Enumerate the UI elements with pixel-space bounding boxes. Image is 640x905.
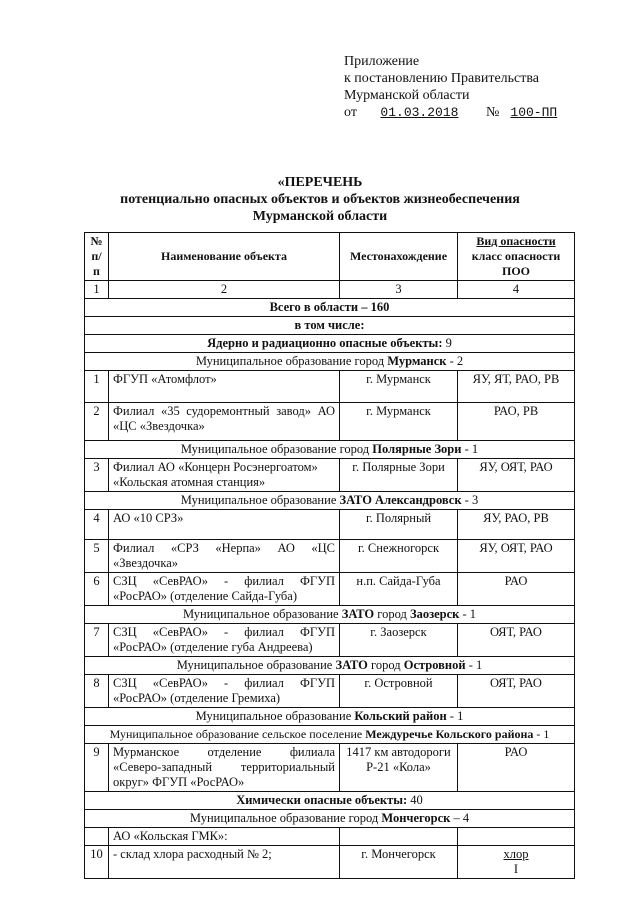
row-number: 7	[85, 624, 109, 657]
municipality-row	[85, 657, 575, 675]
section-label: Ядерно и радиационно опасные объекты:	[207, 336, 443, 350]
group-name: АО «Кольская ГМК»:	[109, 828, 340, 846]
municipality-row	[85, 810, 575, 828]
municipality-name: Полярные Зори	[372, 442, 462, 456]
municipality-count: - 1	[462, 607, 477, 621]
municipality-name: Кольский район	[354, 709, 447, 723]
municipality-prefix: Муниципальное образование город	[189, 811, 379, 825]
row-number: 6	[85, 573, 109, 606]
appendix-date-line	[344, 104, 565, 121]
municipality-name-2: Островной	[403, 658, 466, 672]
object-danger: ОЯТ, РАО	[458, 624, 575, 657]
municipality-count: - 1	[536, 727, 550, 741]
municipality-mid: город	[371, 658, 401, 672]
row-number: 1	[85, 371, 109, 403]
municipality-name: ЗАТО Александровск	[339, 493, 462, 507]
object-danger: РАО	[458, 573, 575, 606]
object-location: г. Заозерск	[340, 624, 458, 657]
object-location: г. Снежногорск	[340, 540, 458, 573]
total-row	[85, 299, 575, 317]
municipality-prefix: Муниципальное образование	[182, 607, 339, 621]
object-name: СЗЦ «СевРАО» - филиал ФГУП «РосРАО» (отделение Сайда-Губа)	[109, 573, 340, 606]
object-danger: ОЯТ, РАО	[458, 675, 575, 708]
object-name: СЗЦ «СевРАО» - филиал ФГУП «РосРАО» (отделение губа Андреева)	[109, 624, 340, 657]
table-row	[85, 459, 575, 492]
municipality-row	[85, 441, 575, 459]
municipality-prefix: Муниципальное образование город	[180, 442, 370, 456]
section-count: 40	[410, 793, 423, 807]
table-header-row	[85, 233, 575, 281]
document-date: 01.03.2018	[380, 105, 459, 120]
objects-table	[84, 232, 575, 879]
title-line-3: Мурманской области	[252, 209, 388, 224]
section-count: 9	[445, 336, 452, 350]
table-row	[85, 371, 575, 403]
row-number: 3	[85, 459, 109, 492]
municipality-name: Мончегорск	[381, 811, 451, 825]
header-danger-class: класс опасности ПОО	[471, 249, 561, 278]
row-number: 10	[85, 846, 109, 879]
municipality-prefix: Муниципальное образование город	[195, 354, 385, 368]
table-row	[85, 540, 575, 573]
object-danger-cell	[458, 846, 575, 879]
municipality-name: Мурманск	[387, 354, 447, 368]
municipality-prefix: Муниципальное образование сельское поселение	[109, 727, 363, 741]
object-name: Мурманское отделение филиала «Северо-западный территориальный округ» ФГУП «РосРАО»	[109, 744, 340, 792]
municipality-row	[85, 726, 575, 744]
table-row	[85, 675, 575, 708]
document-title	[0, 174, 640, 225]
including-row	[85, 317, 575, 335]
title-line-1: «ПЕРЕЧЕНЬ	[277, 175, 363, 190]
row-number: 9	[85, 744, 109, 792]
header-location: Местонахождение	[340, 233, 458, 281]
municipality-name-2: Заозерск	[409, 607, 460, 621]
section-row	[85, 792, 575, 810]
header-num: № п/п	[85, 233, 109, 281]
municipality-count: - 1	[464, 442, 479, 456]
municipality-name: Междуречье Кольского района	[365, 727, 534, 741]
object-danger: ЯУ, РАО, РВ	[458, 510, 575, 540]
object-danger: ЯУ, ОЯТ, РАО	[458, 459, 575, 492]
appendix-block	[344, 53, 565, 121]
object-location: г. Островной	[340, 675, 458, 708]
col-number: 4	[458, 281, 575, 299]
object-name: - склад хлора расходный № 2;	[109, 846, 340, 879]
object-name: Филиал АО «Концерн Росэнергоатом» «Кольская атомная станция»	[109, 459, 340, 492]
municipality-count: - 3	[464, 493, 479, 507]
municipality-count: - 1	[468, 658, 483, 672]
object-danger: РАО	[458, 744, 575, 792]
object-location: 1417 км автодороги Р-21 «Кола»	[340, 744, 458, 792]
total-value: – 160	[361, 300, 390, 314]
municipality-row	[85, 353, 575, 371]
header-name: Наименование объекта	[109, 233, 340, 281]
column-number-row	[85, 281, 575, 299]
object-danger: РАО, РВ	[458, 403, 575, 441]
table-row	[85, 573, 575, 606]
object-location: г. Мурманск	[340, 371, 458, 403]
header-danger	[458, 233, 575, 281]
municipality-row	[85, 492, 575, 510]
col-number: 3	[340, 281, 458, 299]
title-line-2: потенциально опасных объектов и объектов жизнеобеспечения	[120, 192, 520, 207]
object-name: СЗЦ «СевРАО» - филиал ФГУП «РосРАО» (отделение Гремиха)	[109, 675, 340, 708]
appendix-line-3: Мурманской области	[344, 88, 470, 103]
municipality-count: - 2	[449, 354, 464, 368]
col-number: 2	[109, 281, 340, 299]
table-row	[85, 846, 575, 879]
section-label: Химически опасные объекты:	[236, 793, 408, 807]
object-location: г. Полярный	[340, 510, 458, 540]
col-number: 1	[85, 281, 109, 299]
municipality-name: ЗАТО	[341, 607, 375, 621]
header-danger-title: Вид опасности	[476, 234, 556, 248]
table-row	[85, 624, 575, 657]
row-number: 5	[85, 540, 109, 573]
object-location: г. Мончегорск	[340, 846, 458, 879]
object-location: г. Полярные Зори	[340, 459, 458, 492]
appendix-line-2: к постановлению Правительства	[344, 71, 540, 86]
appendix-line-1: Приложение	[344, 54, 420, 69]
municipality-row	[85, 708, 575, 726]
total-label: Всего в области	[269, 300, 359, 314]
row-number: 8	[85, 675, 109, 708]
document-number: 100-ПП	[510, 105, 558, 120]
table-row	[85, 744, 575, 792]
object-danger: ЯУ, ОЯТ, РАО	[458, 540, 575, 573]
municipality-count: - 1	[449, 709, 464, 723]
row-number: 2	[85, 403, 109, 441]
municipality-prefix: Муниципальное образование	[195, 709, 352, 723]
object-name: АО «10 СРЗ»	[109, 510, 340, 540]
object-name: ФГУП «Атомфлот»	[109, 371, 340, 403]
row-number: 4	[85, 510, 109, 540]
municipality-prefix: Муниципальное образование	[180, 493, 337, 507]
number-prefix: №	[485, 105, 500, 120]
section-row	[85, 335, 575, 353]
object-danger-class: I	[513, 862, 519, 876]
object-location: г. Мурманск	[340, 403, 458, 441]
including-label: в том числе:	[85, 317, 575, 335]
table-row	[85, 510, 575, 540]
object-danger: хлор	[503, 847, 529, 861]
municipality-count: – 4	[453, 811, 470, 825]
object-name: Филиал «СРЗ «Нерпа» АО «ЦС «Звездочка»	[109, 540, 340, 573]
group-row	[85, 828, 575, 846]
date-prefix: от	[344, 105, 357, 120]
municipality-prefix: Муниципальное образование	[176, 658, 333, 672]
object-name: Филиал «35 судоремонтный завод» АО «ЦС «Звездочка»	[109, 403, 340, 441]
municipality-mid: город	[377, 607, 407, 621]
object-location: н.п. Сайда-Губа	[340, 573, 458, 606]
municipality-row	[85, 606, 575, 624]
table-row	[85, 403, 575, 441]
object-danger: ЯУ, ЯТ, РАО, РВ	[458, 371, 575, 403]
municipality-name: ЗАТО	[335, 658, 368, 672]
